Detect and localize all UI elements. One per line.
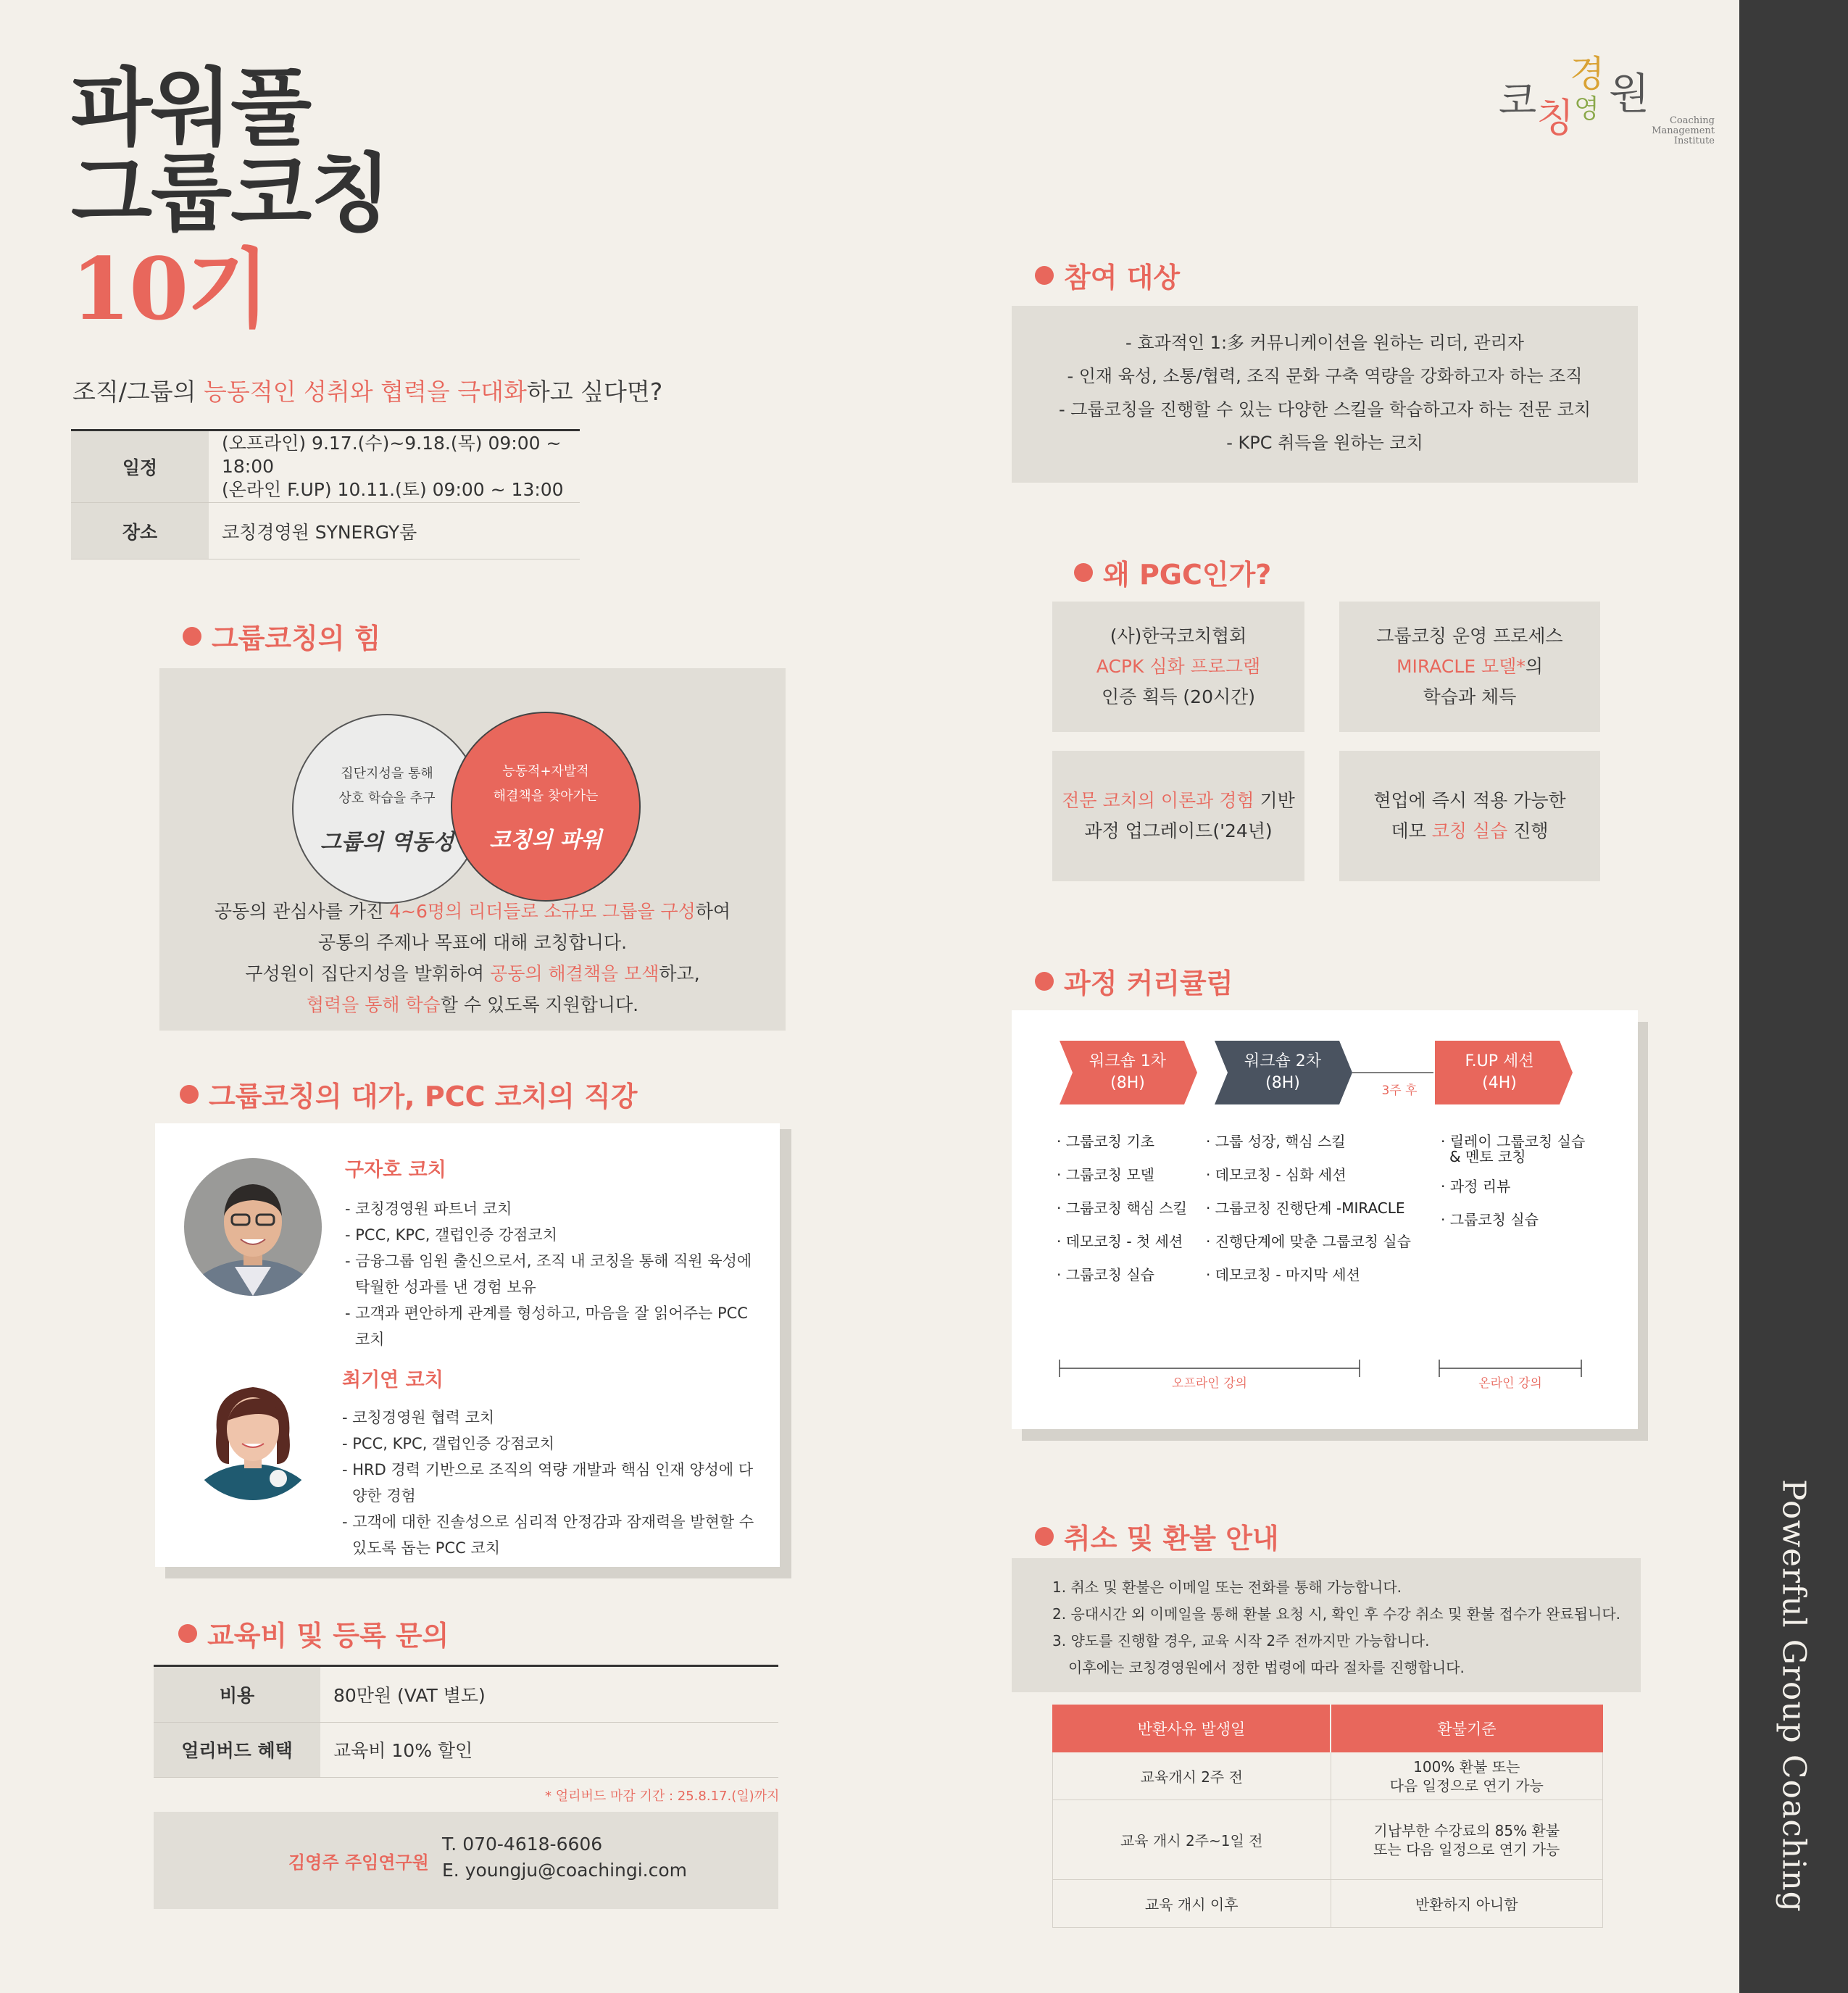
bullet-dot (1074, 563, 1093, 582)
intro-text: 조직/그룹의 능동적인 성취와 협력을 극대화하고 싶다면? (72, 378, 663, 406)
offline-label: 오프라인 강의 (1172, 1376, 1247, 1391)
fup-label: F.UP 세션 (4H) (1465, 1052, 1534, 1092)
cost-label: 비용 (154, 1667, 320, 1722)
contact-name: 김영주 주임연구원 (288, 1852, 429, 1873)
schedule-label: 일정 (71, 431, 209, 503)
refund-table (1052, 1705, 1603, 1928)
table-row: 교육개시 2주 전 100% 환불 또는 다음 일정으로 연기 가능 (1053, 1752, 1603, 1800)
section-heading-power: 그룹코칭의 힘 (183, 616, 380, 656)
place-label: 장소 (71, 503, 209, 559)
coach-2-name: 최기연 코치 (342, 1369, 444, 1391)
section-heading-pgc: 왜 PGC인가? (1074, 552, 1271, 592)
bullet-dot (178, 1624, 197, 1643)
logo (1493, 43, 1715, 152)
refund-th-when: 반환사유 발생일 (1053, 1705, 1331, 1752)
cost-value: 80만원 (VAT 별도) (333, 1684, 486, 1706)
schedule-value: (오프라인) 9.17.(수)~9.18.(목) 09:00 ~ 18:00 (온라인 F.UP) 10.11.(토) 09:00 ~ 13:00 (222, 433, 564, 500)
target-box: - 효과적인 1:多 커뮤니케이션을 원하는 리더, 관리자 - 인재 육성, 소통/협력, 조직 문화 구축 역량을 강화하고자 하는 조직 - 그룹코칭을 진행할 수 있는 다양한 스킬을 학습하고자 하는 전문 코치 - KPC 취득을 원하는 코치 (1012, 306, 1638, 483)
section-heading-target: 참여 대상 (1035, 255, 1180, 295)
venn-circle-coaching: 능동적+자발적 해결책을 찾아가는 코칭의 파워 (451, 712, 641, 902)
logo-char-1: 코 (1499, 78, 1537, 123)
table-row: 교육 개시 2주~1일 전 기납부한 수강료의 85% 환불 또는 다음 일정으로 연기 가능 (1053, 1800, 1603, 1880)
fee-table (154, 1665, 778, 1778)
power-description: 공동의 관심사를 가진 4~6명의 리더들로 소규모 그룹을 구성하여 공통의 주제나 목표에 대해 코칭합니다. 구성원이 집단지성을 발휘하여 공동의 해결책을 모색하고, 협력을 통해 학습할 수 있도록 지원합니다. (214, 901, 731, 1015)
curriculum-card (1012, 1010, 1638, 1429)
bullet-dot (183, 627, 201, 646)
section-heading-curriculum: 과정 커리큘럼 (1035, 961, 1233, 1001)
contact-email: E. youngju@coachingi.com (442, 1860, 688, 1881)
logo-char-5: 원 (1609, 69, 1650, 118)
curriculum-col-1: · 그룹코칭 기초 · 그룹코칭 모델 · 그룹코칭 핵심 스킬 · 데모코칭 - 첫 세션 · 그룹코칭 실습 (1057, 1133, 1187, 1283)
coach-2-photo (184, 1362, 322, 1500)
logo-char-4: 영 (1574, 94, 1599, 124)
side-vertical-text: Powerful Group Coaching (1775, 1479, 1812, 1913)
coach-2-details: - 코칭경영원 협력 코치 - PCC, KPC, 갤럽인증 강점코치 - HRD 경력 기반으로 조직의 역량 개발과 핵심 인재 양성에 다양한 경험 - 고객에 대한 진솔성으로 심리적 안정감과 잠재력을 발현할 수 있도록 돕는 PCC 코치 (342, 1409, 754, 1557)
bullet-dot (1035, 1527, 1054, 1546)
section-heading-coaches: 그룹코칭의 대가, PCC 코치의 직강 (180, 1074, 637, 1114)
coach-1-photo (184, 1158, 322, 1296)
logo-char-3: 경 (1570, 53, 1605, 95)
title-line-3: 10기 (71, 238, 269, 339)
refund-th-rule: 환불기준 (1331, 1705, 1603, 1752)
earlybird-note: * 얼리버드 마감 기간 : 25.8.17.(일)까지 (545, 1789, 780, 1804)
earlybird-label: 얼리버드 혜택 (154, 1722, 320, 1777)
logo-char-2: 칭 (1536, 95, 1575, 141)
pgc-box-4: 현업에 즉시 적용 가능한 데모 코칭 실습 진행 (1339, 751, 1600, 881)
earlybird-value: 교육비 10% 할인 (333, 1740, 473, 1761)
workshop-1-label: 워크숍 1차 (8H) (1089, 1052, 1166, 1092)
coach-card (155, 1123, 780, 1567)
coach-1-details: - 코칭경영원 파트너 코치 - PCC, KPC, 갤럽인증 강점코치 - 금융그룹 임원 출신으로서, 조직 내 코칭을 통해 직원 육성에 탁월한 성과를 낸 경험 보유 - 고객과 편안하게 관계를 형성하고, 마음을 잘 읽어주는 PCC 코치 (345, 1200, 752, 1348)
venn-circle-group: 집단지성을 통해 상호 학습을 추구 그룹의 역동성 (292, 714, 482, 904)
refund-notice-box: 1. 취소 및 환불은 이메일 또는 전화를 통해 가능합니다. 2. 응대시간 외 이메일을 통해 환불 요청 시, 확인 후 수강 취소 및 환불 접수가 완료됩니다. 3. 양도를 진행할 경우, 교육 시작 2주 전까지만 가능합니다. 이후에는 코칭경영원에서 정한 법령에 따라 절차를 진행합니다. (1012, 1558, 1641, 1692)
title-line-1: 파워풀 (71, 59, 311, 157)
online-label: 온라인 강의 (1478, 1376, 1542, 1391)
gap-label: 3주 후 (1381, 1083, 1418, 1098)
curriculum-col-2: · 그룹 성장, 핵심 스킬 · 데모코칭 - 심화 세션 · 그룹코칭 진행단계 -MIRACLE · 진행단계에 맞춘 그룹코칭 실습 · 데모코칭 - 마지막 세션 (1206, 1133, 1411, 1283)
pgc-box-1: (사)한국코치협회 ACPK 심화 프로그램 인증 획득 (20시간) (1052, 602, 1304, 732)
coach-1-name: 구자호 코치 (345, 1159, 446, 1181)
bullet-dot (1035, 266, 1054, 285)
bullet-dot (1035, 972, 1054, 991)
title-line-2: 그룹코칭 (71, 145, 391, 243)
contact-tel: T. 070-4618-6606 (442, 1834, 603, 1855)
place-value: 코칭경영원 SYNERGY룸 (222, 521, 417, 543)
pgc-box-3: 전문 코치의 이론과 경험 기반 과정 업그레이드('24년) (1052, 751, 1304, 881)
schedule-table (71, 429, 580, 559)
table-row: 교육 개시 이후 반환하지 아니함 (1053, 1880, 1603, 1928)
section-heading-refund: 취소 및 환불 안내 (1035, 1516, 1279, 1556)
bullet-dot (180, 1085, 199, 1104)
contact-box (154, 1812, 778, 1909)
workshop-2-label: 워크숍 2차 (8H) (1244, 1052, 1321, 1092)
logo-english: Coaching Management Institute (1652, 115, 1715, 146)
pgc-box-2: 그룹코칭 운영 프로세스 MIRACLE 모델*의 학습과 체득 (1339, 602, 1600, 732)
section-heading-fee: 교육비 및 등록 문의 (178, 1613, 449, 1653)
curriculum-col-3: · 릴레이 그룹코칭 실습 & 멘토 코칭 · 과정 리뷰 · 그룹코칭 실습 (1441, 1133, 1586, 1228)
